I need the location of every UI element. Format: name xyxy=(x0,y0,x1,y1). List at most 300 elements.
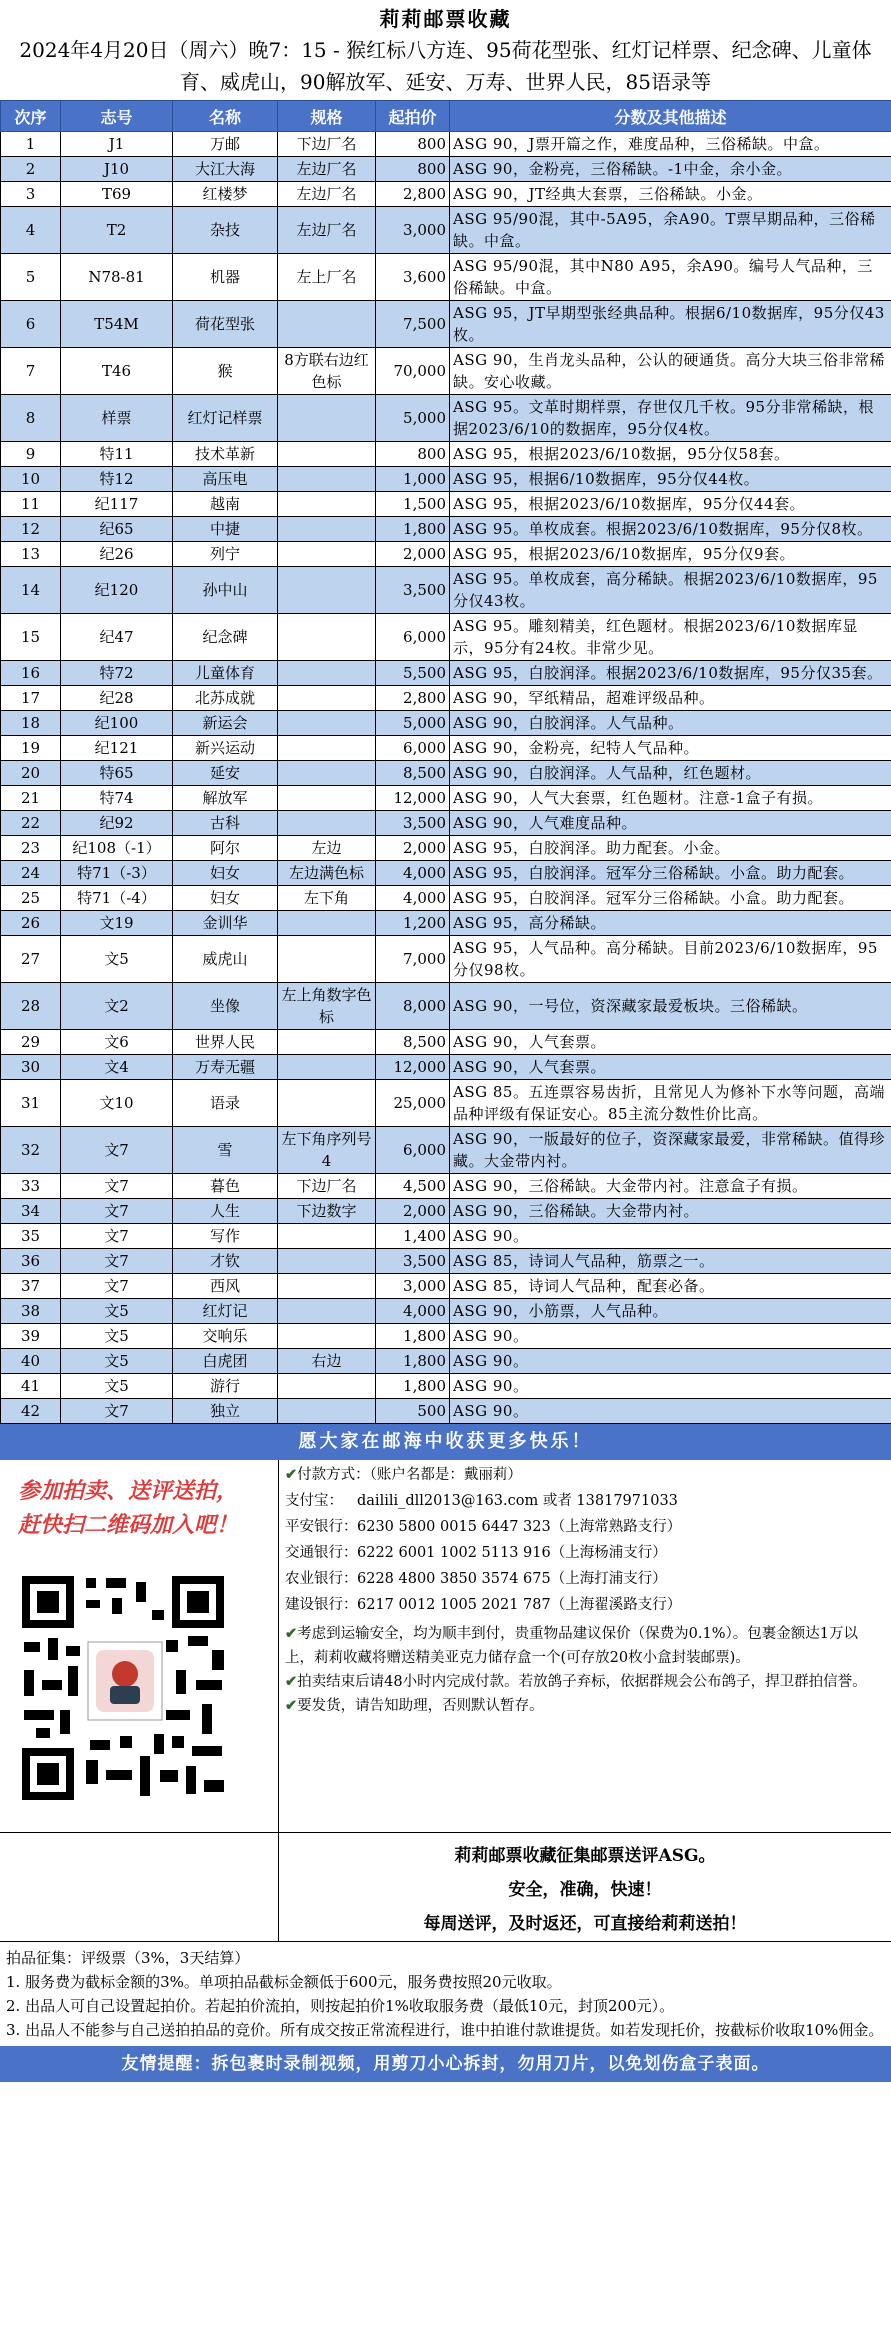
lot-name: 才钦 xyxy=(173,1249,278,1274)
lot-name: 机器 xyxy=(173,254,278,301)
lot-name: 越南 xyxy=(173,492,278,517)
lot-name: 雪 xyxy=(173,1127,278,1174)
alipay-row: 支付宝： dailili_dll2013@163.com 或者 13817971033 xyxy=(285,1493,678,1509)
lot-catalog: 纪121 xyxy=(61,736,173,761)
lot-desc: ASG 95，白胶润泽。助力配套。小金。 xyxy=(450,836,891,861)
bank-account[interactable]: 6222 6001 1002 5113 916（上海杨浦支行） xyxy=(357,1545,667,1561)
table-row xyxy=(1,811,891,836)
lot-name: 技术革新 xyxy=(173,442,278,467)
asg-panel xyxy=(279,1833,891,1941)
asg-section xyxy=(0,1833,891,1941)
lot-name: 猴 xyxy=(173,348,278,395)
lot-spec xyxy=(278,1055,376,1080)
lot-spec xyxy=(278,1030,376,1055)
lot-catalog: 特65 xyxy=(61,761,173,786)
lot-spec: 左边满色标 xyxy=(278,861,376,886)
lot-index: 21 xyxy=(1,786,61,811)
lot-price: 3,600 xyxy=(376,254,450,301)
lot-price: 4,000 xyxy=(376,861,450,886)
lot-index: 30 xyxy=(1,1055,61,1080)
lot-spec xyxy=(278,1399,376,1424)
alipay-account[interactable]: dailili_dll2013@163.com 或者 13817971033 xyxy=(357,1493,678,1509)
lot-spec: 左上角数字色标 xyxy=(278,983,376,1030)
table-row xyxy=(1,1055,891,1080)
lot-desc: ASG 90。 xyxy=(450,1399,891,1424)
lot-desc: ASG 90，金粉亮，纪特人气品种。 xyxy=(450,736,891,761)
bank-account[interactable]: 6228 4800 3850 3574 675（上海打浦支行） xyxy=(357,1571,667,1587)
lot-index: 42 xyxy=(1,1399,61,1424)
bank-row: 平安银行：6230 5800 0015 6447 323（上海常熟路支行） xyxy=(285,1519,682,1535)
lot-name: 万邮 xyxy=(173,132,278,157)
lot-spec: 下边数字 xyxy=(278,1199,376,1224)
lot-spec xyxy=(278,395,376,442)
lot-catalog: 文5 xyxy=(61,1374,173,1399)
lot-desc: ASG 95。文革时期样票，存世仅几千枚。95分非常稀缺，根据2023/6/10的数据库，95分仅4枚。 xyxy=(450,395,891,442)
table-header-row xyxy=(1,101,891,132)
payment-heading: ✔付款方式：（账户名都是：戴丽莉） xyxy=(285,1466,522,1483)
lot-spec: 下边厂名 xyxy=(278,1174,376,1199)
lot-name: 红灯记 xyxy=(173,1299,278,1324)
lot-price: 500 xyxy=(376,1399,450,1424)
lot-price: 8,000 xyxy=(376,983,450,1030)
lot-index: 2 xyxy=(1,157,61,182)
lot-index: 4 xyxy=(1,207,61,254)
lot-spec xyxy=(278,661,376,686)
check-icon: ✔ xyxy=(285,1673,298,1690)
col-header-name: 名称 xyxy=(173,101,278,132)
lot-price: 70,000 xyxy=(376,348,450,395)
lot-index: 32 xyxy=(1,1127,61,1174)
lot-index: 7 xyxy=(1,348,61,395)
lot-name: 万寿无疆 xyxy=(173,1055,278,1080)
lot-desc: ASG 95，根据2023/6/10数据库，95分仅44套。 xyxy=(450,492,891,517)
lot-spec: 8方联右边红色标 xyxy=(278,348,376,395)
lot-desc: ASG 90，金粉亮，三俗稀缺。-1中金，余小金。 xyxy=(450,157,891,182)
lot-catalog: 文7 xyxy=(61,1224,173,1249)
info-section xyxy=(0,1460,891,1833)
lot-desc: ASG 90，人气难度品种。 xyxy=(450,811,891,836)
lot-catalog: 文2 xyxy=(61,983,173,1030)
lot-catalog: 文5 xyxy=(61,1349,173,1374)
lot-price: 12,000 xyxy=(376,1055,450,1080)
lot-desc: ASG 90，JT经典大套票，三俗稀缺。小金。 xyxy=(450,182,891,207)
page-subtitle: 2024年4月20日（周六）晚7：15 - 猴红标八方连、95荷花型张、红灯记样票、纪念碑、儿童体育、威虎山，90解放军、延安、万寿、世界人民，85语录等 xyxy=(19,38,872,94)
lot-price: 3,500 xyxy=(376,1249,450,1274)
lot-desc: ASG 90。 xyxy=(450,1224,891,1249)
lot-spec: 下边厂名 xyxy=(278,132,376,157)
lot-price: 1,800 xyxy=(376,517,450,542)
lot-price: 3,000 xyxy=(376,207,450,254)
lot-index: 40 xyxy=(1,1349,61,1374)
lot-index: 6 xyxy=(1,301,61,348)
promo-line-1: 参加拍卖、送评送拍， xyxy=(18,1478,239,1504)
lot-index: 25 xyxy=(1,886,61,911)
lot-desc: ASG 85，诗词人气品种，筋票之一。 xyxy=(450,1249,891,1274)
lot-price: 4,000 xyxy=(376,886,450,911)
table-row xyxy=(1,467,891,492)
lot-spec: 左上厂名 xyxy=(278,254,376,301)
lot-desc: ASG 95，JT早期型张经典品种。根据6/10数据库，95分仅43枚。 xyxy=(450,301,891,348)
lot-index: 29 xyxy=(1,1030,61,1055)
lot-name: 妇女 xyxy=(173,886,278,911)
notes xyxy=(285,1622,885,1718)
lot-catalog: 纪117 xyxy=(61,492,173,517)
lot-name: 古科 xyxy=(173,811,278,836)
lot-catalog: T69 xyxy=(61,182,173,207)
lot-spec: 左下角序列号4 xyxy=(278,1127,376,1174)
lot-desc: ASG 90，人气套票。 xyxy=(450,1055,891,1080)
bank-row: 建设银行：6217 0012 1005 2021 787（上海翟溪路支行） xyxy=(285,1597,682,1613)
lot-index: 12 xyxy=(1,517,61,542)
lot-index: 36 xyxy=(1,1249,61,1274)
lot-spec xyxy=(278,567,376,614)
lot-catalog: T2 xyxy=(61,207,173,254)
lot-price: 1,500 xyxy=(376,492,450,517)
lot-desc: ASG 95，根据2023/6/10数据库，95分仅9套。 xyxy=(450,542,891,567)
lot-catalog: 特72 xyxy=(61,661,173,686)
lot-catalog: 文7 xyxy=(61,1174,173,1199)
lot-catalog: 文5 xyxy=(61,936,173,983)
promo-panel xyxy=(0,1460,279,1832)
lot-name: 语录 xyxy=(173,1080,278,1127)
lot-catalog: 特12 xyxy=(61,467,173,492)
lot-catalog: 纪120 xyxy=(61,567,173,614)
qr-code-icon[interactable] xyxy=(16,1570,230,1806)
lot-price: 7,000 xyxy=(376,936,450,983)
lot-index: 9 xyxy=(1,442,61,467)
lot-spec: 左边厂名 xyxy=(278,207,376,254)
lot-index: 27 xyxy=(1,936,61,983)
terms-item: 2. 出品人可自己设置起拍价。若起拍价流拍，则按起拍价1%收取服务费（最低10元，封顶200元）。 xyxy=(6,1997,675,2015)
lot-price: 2,800 xyxy=(376,686,450,711)
lot-name: 列宁 xyxy=(173,542,278,567)
lot-desc: ASG 90，一版最好的位子，资深藏家最爱，非常稀缺。值得珍藏。大金带内衬。 xyxy=(450,1127,891,1174)
lot-desc: ASG 95/90混，其中N80 A95，余A90。编号人气品种，三俗稀缺。中盒。 xyxy=(450,254,891,301)
table-row xyxy=(1,207,891,254)
lot-price: 2,800 xyxy=(376,182,450,207)
lot-index: 17 xyxy=(1,686,61,711)
lot-desc: ASG 90，白胶润泽。人气品种，红色题材。 xyxy=(450,761,891,786)
lot-price: 1,800 xyxy=(376,1374,450,1399)
table-row xyxy=(1,886,891,911)
lot-name: 新兴运动 xyxy=(173,736,278,761)
lot-index: 20 xyxy=(1,761,61,786)
table-row xyxy=(1,1399,891,1424)
lot-price: 1,000 xyxy=(376,467,450,492)
lot-spec: 左边厂名 xyxy=(278,182,376,207)
lot-price: 6,000 xyxy=(376,1127,450,1174)
table-row xyxy=(1,517,891,542)
lot-index: 8 xyxy=(1,395,61,442)
lot-name: 写作 xyxy=(173,1224,278,1249)
lot-name: 儿童体育 xyxy=(173,661,278,686)
table-row xyxy=(1,761,891,786)
lot-price: 1,800 xyxy=(376,1349,450,1374)
footer-reminder: 友情提醒：拆包裹时录制视频，用剪刀小心拆封，勿用刀片，以免划伤盒子表面。 xyxy=(0,2046,891,2082)
lot-name: 红灯记样票 xyxy=(173,395,278,442)
lot-catalog: 纪92 xyxy=(61,811,173,836)
table-row xyxy=(1,1127,891,1174)
lot-index: 16 xyxy=(1,661,61,686)
lot-catalog: 特74 xyxy=(61,786,173,811)
lot-catalog: N78-81 xyxy=(61,254,173,301)
lot-spec xyxy=(278,711,376,736)
table-row xyxy=(1,1224,891,1249)
lot-price: 3,000 xyxy=(376,1274,450,1299)
note-shipping: ✔考虑到运输安全，均为顺丰到付，贵重物品建议保价（保费为0.1%）。包裹金额达1万以上，莉莉收藏将赠送精美亚克力储存盒一个(可存放20枚小盒封装邮票)。 xyxy=(285,1625,858,1666)
table-row xyxy=(1,711,891,736)
terms-section xyxy=(0,1941,891,2046)
lot-desc: ASG 95，白胶润泽。根据2023/6/10数据库，95分仅35套。 xyxy=(450,661,891,686)
lot-price: 1,200 xyxy=(376,911,450,936)
lot-price: 5,500 xyxy=(376,661,450,686)
lot-name: 高压电 xyxy=(173,467,278,492)
terms-item: 1. 服务费为截标金额的3%。单项拍品截标金额低于600元，服务费按照20元收取。 xyxy=(6,1973,562,1991)
lot-name: 暮色 xyxy=(173,1174,278,1199)
lot-desc: ASG 90，一号位，资深藏家最爱板块。三俗稀缺。 xyxy=(450,983,891,1030)
lot-spec xyxy=(278,467,376,492)
lot-price: 800 xyxy=(376,442,450,467)
lot-catalog: 文7 xyxy=(61,1399,173,1424)
lot-catalog: 文7 xyxy=(61,1274,173,1299)
lot-desc: ASG 95，白胶润泽。冠军分三俗稀缺。小盒。助力配套。 xyxy=(450,861,891,886)
lot-name: 交响乐 xyxy=(173,1324,278,1349)
lot-spec xyxy=(278,492,376,517)
lot-price: 1,400 xyxy=(376,1224,450,1249)
bank-account[interactable]: 6230 5800 0015 6447 323（上海常熟路支行） xyxy=(357,1519,682,1535)
lot-name: 纪念碑 xyxy=(173,614,278,661)
lot-price: 1,800 xyxy=(376,1324,450,1349)
lot-index: 22 xyxy=(1,811,61,836)
lot-index: 39 xyxy=(1,1324,61,1349)
table-row xyxy=(1,442,891,467)
lot-spec xyxy=(278,1374,376,1399)
lot-price: 8,500 xyxy=(376,761,450,786)
lot-desc: ASG 95，人气品种。高分稀缺。目前2023/6/10数据库，95分仅98枚。 xyxy=(450,936,891,983)
lot-catalog: 文19 xyxy=(61,911,173,936)
table-row xyxy=(1,348,891,395)
lot-price: 2,000 xyxy=(376,1199,450,1224)
lot-spec xyxy=(278,1249,376,1274)
lot-desc: ASG 95。单枚成套。根据2023/6/10数据库，95分仅8枚。 xyxy=(450,517,891,542)
lot-index: 1 xyxy=(1,132,61,157)
lot-index: 35 xyxy=(1,1224,61,1249)
lot-catalog: 纪28 xyxy=(61,686,173,711)
terms-item: 3. 出品人不能参与自己送拍拍品的竞价。所有成交按正常流程进行，谁中拍谁付款谁提货。如若发现托价，按截标价收取10%佣金。 xyxy=(6,2021,884,2039)
table-row xyxy=(1,1174,891,1199)
table-row xyxy=(1,614,891,661)
lower-left-spacer xyxy=(0,1833,279,1941)
lot-index: 33 xyxy=(1,1174,61,1199)
lot-spec xyxy=(278,301,376,348)
lot-index: 11 xyxy=(1,492,61,517)
table-row xyxy=(1,1374,891,1399)
lot-price: 3,500 xyxy=(376,567,450,614)
lot-spec: 左边厂名 xyxy=(278,157,376,182)
asg-line-2: 安全，准确，快速！ xyxy=(508,1880,662,1900)
lot-spec xyxy=(278,736,376,761)
lot-spec xyxy=(278,1080,376,1127)
lot-spec xyxy=(278,542,376,567)
table-row xyxy=(1,1324,891,1349)
lot-catalog: 特71（-3） xyxy=(61,861,173,886)
lot-price: 4,000 xyxy=(376,1299,450,1324)
lot-spec xyxy=(278,911,376,936)
table-row xyxy=(1,836,891,861)
lot-index: 34 xyxy=(1,1199,61,1224)
note-delivery: ✔要发货，请告知助理，否则默认暂存。 xyxy=(285,1697,544,1714)
lot-catalog: T54M xyxy=(61,301,173,348)
lot-price: 7,500 xyxy=(376,301,450,348)
lot-spec xyxy=(278,517,376,542)
lot-index: 26 xyxy=(1,911,61,936)
payment-panel xyxy=(279,1460,891,1832)
lot-desc: ASG 90，白胶润泽。人气品种。 xyxy=(450,711,891,736)
table-row xyxy=(1,1299,891,1324)
lot-name: 杂技 xyxy=(173,207,278,254)
check-icon: ✔ xyxy=(285,1466,298,1483)
lot-catalog: 文10 xyxy=(61,1080,173,1127)
terms-heading: 拍品征集：评级票（3%，3天结算） xyxy=(6,1949,250,1967)
note-payment: ✔拍卖结束后请48小时内完成付款。若放鸽子弃标，依据群规会公布鸽子，捍卫群拍信誉。 xyxy=(285,1673,867,1690)
lot-name: 荷花型张 xyxy=(173,301,278,348)
lot-index: 24 xyxy=(1,861,61,886)
lot-name: 解放军 xyxy=(173,786,278,811)
promo-text xyxy=(0,1460,278,1542)
lot-price: 5,000 xyxy=(376,395,450,442)
table-row xyxy=(1,395,891,442)
lot-desc: ASG 95，根据2023/6/10数据，95分仅58套。 xyxy=(450,442,891,467)
lot-spec xyxy=(278,936,376,983)
table-row xyxy=(1,132,891,157)
lot-price: 5,000 xyxy=(376,711,450,736)
col-header-index: 次序 xyxy=(1,101,61,132)
lot-spec xyxy=(278,686,376,711)
lot-index: 15 xyxy=(1,614,61,661)
lot-price: 6,000 xyxy=(376,614,450,661)
table-row xyxy=(1,157,891,182)
lot-index: 37 xyxy=(1,1274,61,1299)
lot-catalog: 文6 xyxy=(61,1030,173,1055)
lot-desc: ASG 95。雕刻精美，红色题材。根据2023/6/10数据库显示，95分有24枚。非常少见。 xyxy=(450,614,891,661)
col-header-price: 起拍价 xyxy=(376,101,450,132)
lot-desc: ASG 95/90混，其中-5A95，余A90。T票早期品种，三俗稀缺。中盒。 xyxy=(450,207,891,254)
lot-name: 世界人民 xyxy=(173,1030,278,1055)
lot-name: 白虎团 xyxy=(173,1349,278,1374)
lot-catalog: 文7 xyxy=(61,1127,173,1174)
page-title: 莉莉邮票收藏 xyxy=(379,7,512,31)
lot-spec xyxy=(278,786,376,811)
table-row xyxy=(1,786,891,811)
lot-name: 大江大海 xyxy=(173,157,278,182)
table-row xyxy=(1,301,891,348)
lot-price: 3,500 xyxy=(376,811,450,836)
lot-desc: ASG 95。单枚成套，高分稀缺。根据2023/6/10数据库，95分仅43枚。 xyxy=(450,567,891,614)
lot-price: 2,000 xyxy=(376,836,450,861)
lot-desc: ASG 85，诗词人气品种，配套必备。 xyxy=(450,1274,891,1299)
lot-desc: ASG 90，罕纸精品，超难评级品种。 xyxy=(450,686,891,711)
lot-index: 13 xyxy=(1,542,61,567)
lot-name: 威虎山 xyxy=(173,936,278,983)
table-row xyxy=(1,983,891,1030)
lot-spec xyxy=(278,1224,376,1249)
asg-line-3: 每周送评，及时返还，可直接给莉莉送拍！ xyxy=(423,1914,747,1934)
lot-spec xyxy=(278,811,376,836)
bank-account[interactable]: 6217 0012 1005 2021 787（上海翟溪路支行） xyxy=(357,1597,682,1613)
lot-index: 41 xyxy=(1,1374,61,1399)
lot-desc: ASG 95，白胶润泽。冠军分三俗稀缺。小盒。助力配套。 xyxy=(450,886,891,911)
lot-desc: ASG 95，根据6/10数据库，95分仅44枚。 xyxy=(450,467,891,492)
lot-spec xyxy=(278,1274,376,1299)
lot-price: 25,000 xyxy=(376,1080,450,1127)
lot-catalog: 纪108（-1） xyxy=(61,836,173,861)
lot-name: 独立 xyxy=(173,1399,278,1424)
lot-desc: ASG 90，三俗稀缺。大金带内衬。 xyxy=(450,1199,891,1224)
lot-desc: ASG 90。 xyxy=(450,1324,891,1349)
lot-price: 800 xyxy=(376,132,450,157)
lot-catalog: J10 xyxy=(61,157,173,182)
lot-spec xyxy=(278,761,376,786)
lot-catalog: 文7 xyxy=(61,1249,173,1274)
lot-catalog: J1 xyxy=(61,132,173,157)
table-row xyxy=(1,661,891,686)
lot-catalog: 特71（-4） xyxy=(61,886,173,911)
table-row xyxy=(1,861,891,886)
lot-name: 阿尔 xyxy=(173,836,278,861)
bank-row: 农业银行：6228 4800 3850 3574 675（上海打浦支行） xyxy=(285,1571,667,1587)
lot-spec xyxy=(278,614,376,661)
lot-name: 中捷 xyxy=(173,517,278,542)
lot-spec xyxy=(278,1324,376,1349)
lot-spec: 左下角 xyxy=(278,886,376,911)
lot-name: 游行 xyxy=(173,1374,278,1399)
table-row xyxy=(1,567,891,614)
lot-name: 金训华 xyxy=(173,911,278,936)
table-row xyxy=(1,1249,891,1274)
lot-name: 延安 xyxy=(173,761,278,786)
asg-line-1: 莉莉邮票收藏征集邮票送评ASG。 xyxy=(454,1846,716,1866)
table-row xyxy=(1,182,891,207)
lot-price: 8,500 xyxy=(376,1030,450,1055)
lot-index: 38 xyxy=(1,1299,61,1324)
table-row xyxy=(1,936,891,983)
lots-table xyxy=(0,100,891,1424)
lot-catalog: 文7 xyxy=(61,1199,173,1224)
lot-catalog: T46 xyxy=(61,348,173,395)
check-icon: ✔ xyxy=(285,1697,298,1714)
lot-name: 西风 xyxy=(173,1274,278,1299)
lot-index: 5 xyxy=(1,254,61,301)
lot-catalog: 纪47 xyxy=(61,614,173,661)
table-row xyxy=(1,254,891,301)
table-row xyxy=(1,1080,891,1127)
lot-catalog: 纪65 xyxy=(61,517,173,542)
table-row xyxy=(1,1349,891,1374)
lot-catalog: 特11 xyxy=(61,442,173,467)
lot-name: 坐像 xyxy=(173,983,278,1030)
lot-price: 2,000 xyxy=(376,542,450,567)
lot-name: 红楼梦 xyxy=(173,182,278,207)
lot-name: 孙中山 xyxy=(173,567,278,614)
lot-spec xyxy=(278,1299,376,1324)
lot-desc: ASG 90，生肖龙头品种，公认的硬通货。高分大块三俗非常稀缺。安心收藏。 xyxy=(450,348,891,395)
lot-catalog: 文4 xyxy=(61,1055,173,1080)
promo-line-2: 赶快扫二维码加入吧！ xyxy=(18,1512,239,1538)
lot-desc: ASG 90，人气套票。 xyxy=(450,1030,891,1055)
col-header-desc: 分数及其他描述 xyxy=(450,101,891,132)
check-icon: ✔ xyxy=(285,1625,298,1642)
lot-price: 800 xyxy=(376,157,450,182)
